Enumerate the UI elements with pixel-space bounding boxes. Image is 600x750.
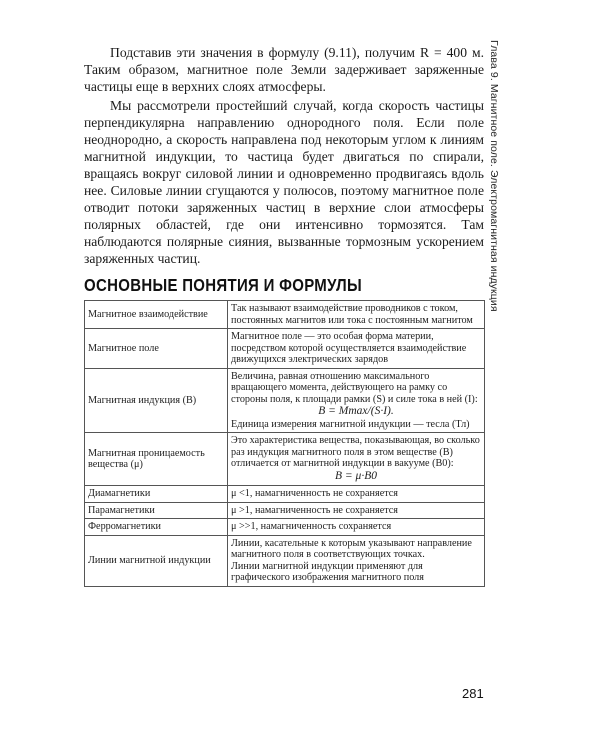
table-row (85, 502, 485, 519)
term-cell: Магнитное поле (85, 329, 228, 369)
term-cell: Диамагнетики (85, 486, 228, 503)
definition-note: Единица измерения магнитной индукции — тесла (Тл) (231, 418, 470, 430)
paragraph: Подставив эти значения в формулу (9.11), получим R = 400 м. Таким образом, магнитное поле Земли задерживает заряженные частицы еще в верхних слоях атмосферы. (84, 45, 484, 94)
definition-cell (228, 368, 485, 433)
table-row (85, 433, 485, 486)
term-cell: Магнитная проницаемость вещества (μ) (85, 433, 228, 486)
definition-cell: μ >1, намагниченность не сохраняется (228, 502, 485, 519)
table-row (85, 535, 485, 586)
paragraph: Мы рассмотрели простейший случай, когда скорость частицы перпендикулярна направлению однородного поля. Если поле неоднородно, а скорость направлена под некоторым углом к линиям магнитной индукции, то частица будет двигаться по спирали, вращаясь вокруг силовой линии и одновременно продвигаясь вдоль нее. Силовые линии сгущаются у полюсов, поэтому магнитное поле отводит потоки заряженных частиц в верхние слои атмосферы полярных областей, где они интенсивно тормозятся. Там наблюдаются полярные сияния, вызванные тормозным ускорением заряженных частиц. (84, 98, 484, 266)
definition-cell: μ <1, намагниченность не сохраняется (228, 486, 485, 503)
term-cell: Ферромагнетики (85, 519, 228, 536)
table-row (85, 329, 485, 369)
definition-text: Величина, равная отношению максимального вращающего момента, действующего на рамку со стороны поля, к площади рамки (S) и силе тока в ней (I): (231, 370, 478, 405)
section-heading: ОСНОВНЫЕ ПОНЯТИЯ И ФОРМУЛЫ (84, 276, 362, 296)
definition-cell (228, 433, 485, 486)
formula: B = Mmax/(S·I). (318, 405, 394, 417)
table-row (85, 301, 485, 329)
formula: B = μ·B0 (335, 469, 377, 482)
definition-note: Линии магнитной индукции применяют для графического изображения магнитного поля (231, 560, 424, 583)
term-cell: Парамагнетики (85, 502, 228, 519)
definition-cell: Так называют взаимодействие проводников с током, постоянных магнитов или тока с постоянным магнитом (228, 301, 485, 329)
table-row (85, 368, 485, 433)
definition-text: Линии, касательные к которым указывают направление магнитного поля в соответствующих точках. (231, 537, 472, 560)
definition-cell (228, 535, 485, 586)
definition-text: Это характеристика вещества, показывающая, во сколько раз индукция магнитного поля в этом веществе (B) отличается от магнитной индукции в вакууме (B0): (231, 435, 480, 469)
concepts-table (84, 300, 485, 587)
term-cell: Магнитная индукция (B) (85, 368, 228, 433)
table-row (85, 486, 485, 503)
running-header: Глава 9. Магнитное поле. Электромагнитная индукция (488, 40, 500, 312)
definition-cell: Магнитное поле — это особая форма материи, посредством которой осуществляется взаимодействие движущихся электрических зарядов (228, 329, 485, 369)
term-cell: Линии магнитной индукции (85, 535, 228, 586)
body-text (84, 44, 484, 267)
definition-cell: μ >>1, намагниченность сохраняется (228, 519, 485, 536)
page-number: 281 (462, 686, 484, 701)
table-row (85, 519, 485, 536)
term-cell: Магнитное взаимодействие (85, 301, 228, 329)
